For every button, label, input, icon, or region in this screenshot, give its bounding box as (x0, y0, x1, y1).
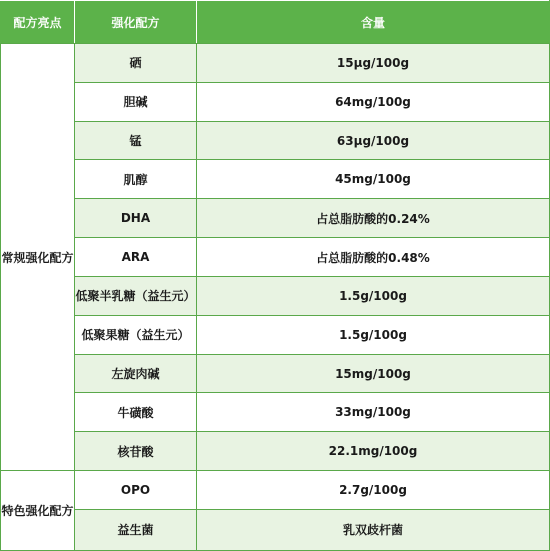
formula-name: ARA (75, 238, 197, 277)
table-row (1, 509, 550, 550)
formula-amount: 22.1mg/100g (197, 432, 550, 471)
formula-amount: 15mg/100g (197, 354, 550, 393)
formula-amount: 占总脂肪酸的0.24% (197, 199, 550, 238)
formula-amount: 15μg/100g (197, 44, 550, 83)
formula-amount: 2.7g/100g (197, 471, 550, 510)
group-label-regular: 常规强化配方 (1, 44, 75, 471)
formula-amount: 45mg/100g (197, 160, 550, 199)
table-row (1, 393, 550, 432)
formula-amount: 64mg/100g (197, 82, 550, 121)
formula-name: 左旋肉碱 (75, 354, 197, 393)
header-formula: 强化配方 (75, 1, 197, 44)
formula-name: 胆碱 (75, 82, 197, 121)
header-highlight: 配方亮点 (1, 1, 75, 44)
table-header-row (1, 1, 550, 44)
table-row (1, 354, 550, 393)
group-label-special: 特色强化配方 (1, 471, 75, 551)
table-row (1, 82, 550, 121)
formula-amount: 33mg/100g (197, 393, 550, 432)
formula-amount: 63μg/100g (197, 121, 550, 160)
formula-name: 低聚半乳糖（益生元） (75, 276, 197, 315)
header-amount: 含量 (197, 1, 550, 44)
formula-amount: 1.5g/100g (197, 315, 550, 354)
table-row (1, 238, 550, 277)
table-row (1, 432, 550, 471)
table-row (1, 276, 550, 315)
formula-name: 核苷酸 (75, 432, 197, 471)
formula-name: 锰 (75, 121, 197, 160)
formula-name: 低聚果糖（益生元） (75, 315, 197, 354)
formula-name: DHA (75, 199, 197, 238)
formula-name: OPO (75, 471, 197, 510)
table-row (1, 44, 550, 83)
table-row (1, 121, 550, 160)
formula-amount: 占总脂肪酸的0.48% (197, 238, 550, 277)
table-row (1, 471, 550, 510)
formula-name: 益生菌 (75, 509, 197, 550)
formula-name: 硒 (75, 44, 197, 83)
table-row (1, 199, 550, 238)
formula-name: 肌醇 (75, 160, 197, 199)
table-row (1, 315, 550, 354)
formula-amount: 1.5g/100g (197, 276, 550, 315)
formula-amount: 乳双歧杆菌 (197, 509, 550, 550)
formula-name: 牛磺酸 (75, 393, 197, 432)
table-row (1, 160, 550, 199)
